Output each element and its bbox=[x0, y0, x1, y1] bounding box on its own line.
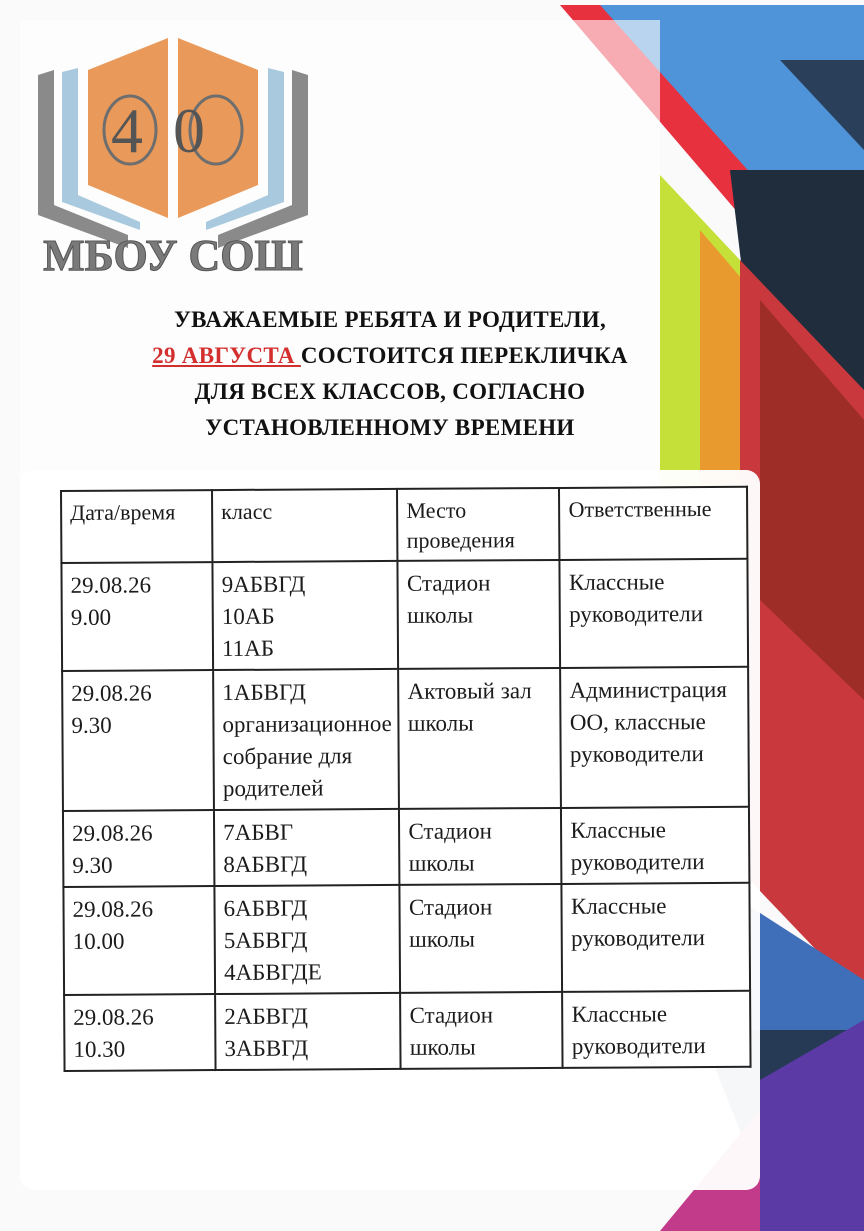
cell-responsible-line: руководители bbox=[570, 849, 705, 875]
cell-responsible-line: руководители bbox=[571, 925, 706, 951]
cell-classes-line: 5АБВГД bbox=[223, 927, 308, 954]
cell-classes-line: 9АБВГД bbox=[221, 571, 306, 598]
header-place bbox=[397, 488, 559, 561]
cell-classes-line: 2АБВГД bbox=[224, 1003, 308, 1030]
header-datetime: Дата/время bbox=[61, 490, 213, 563]
cell-place-line: Стадион школы bbox=[408, 894, 493, 952]
header-class: класс bbox=[212, 489, 398, 562]
cell-responsible bbox=[562, 883, 750, 992]
cell-responsible bbox=[560, 667, 748, 808]
cell-responsible-line: руководители bbox=[569, 601, 704, 627]
cell-datetime bbox=[62, 670, 214, 811]
cell-classes bbox=[215, 993, 401, 1070]
cell-responsible-line: руководители bbox=[571, 1033, 706, 1059]
table-header-row bbox=[61, 487, 747, 563]
cell-datetime bbox=[63, 810, 215, 887]
schedule-table bbox=[60, 486, 752, 1072]
cell-classes bbox=[213, 561, 399, 670]
cell-responsible bbox=[560, 559, 748, 668]
header-place-line-2: проведения bbox=[406, 527, 515, 553]
heading-line-2 bbox=[80, 338, 700, 374]
cell-responsible-line: Классные bbox=[571, 1001, 668, 1027]
school-logo bbox=[28, 30, 328, 280]
cell-datetime-line: 29.08.26 bbox=[70, 572, 152, 598]
cell-classes-line: 6АБВГД bbox=[223, 895, 308, 922]
cell-place-line: Актовый зал bbox=[407, 678, 532, 704]
cell-classes-line: 4АБВГДЕ bbox=[223, 959, 322, 986]
announcement-heading bbox=[80, 302, 700, 446]
cell-classes-line: организационное bbox=[222, 710, 392, 738]
cell-classes-line: 11АБ bbox=[221, 635, 275, 662]
cell-datetime-line: 9.30 bbox=[72, 852, 113, 878]
cell-classes bbox=[214, 809, 400, 886]
cell-datetime-line: 29.08.26 bbox=[71, 680, 152, 706]
cell-place-line: Стадион школы bbox=[408, 818, 492, 876]
cell-classes-line: 10АБ bbox=[221, 603, 275, 630]
logo-name: МБОУ СОШ bbox=[43, 231, 303, 280]
cell-classes-line: 8АБВГД bbox=[223, 851, 308, 878]
heading-date: 29 АВГУСТА bbox=[152, 343, 301, 368]
cell-datetime-line: 29.08.26 bbox=[72, 820, 153, 846]
table-row bbox=[63, 807, 749, 887]
cell-place-line: Стадион школы bbox=[406, 570, 491, 628]
cell-classes-line: 1АБВГД bbox=[222, 679, 307, 706]
cell-responsible-line: Классные bbox=[570, 893, 667, 919]
cell-place-line: школы bbox=[407, 710, 474, 736]
cell-datetime bbox=[64, 994, 216, 1071]
heading-line-2-rest: СОСТОИТСЯ ПЕРЕКЛИЧКА bbox=[300, 343, 628, 368]
cell-responsible-line: Классные bbox=[568, 569, 665, 595]
cell-datetime bbox=[61, 562, 213, 671]
cell-responsible-line: руководители bbox=[569, 741, 704, 767]
cell-responsible bbox=[562, 991, 750, 1068]
cell-datetime bbox=[63, 886, 215, 995]
cell-responsible-line: Классные bbox=[570, 817, 666, 843]
header-responsible: Ответственные bbox=[559, 487, 747, 560]
cell-datetime-line: 9.30 bbox=[71, 712, 112, 738]
cell-place bbox=[398, 668, 561, 809]
table-row bbox=[61, 559, 748, 671]
table-row bbox=[62, 667, 749, 811]
cell-place bbox=[398, 560, 561, 669]
cell-classes bbox=[215, 885, 401, 994]
cell-place bbox=[400, 992, 562, 1069]
cell-classes-line: собрание для bbox=[222, 743, 353, 770]
cell-classes-line: родителей bbox=[222, 775, 324, 802]
table-row bbox=[64, 991, 750, 1071]
heading-line-1: УВАЖАЕМЫЕ РЕБЯТА И РОДИТЕЛИ, bbox=[173, 307, 607, 332]
cell-datetime-line: 29.08.26 bbox=[73, 1004, 154, 1030]
cell-classes-line: 3АБВГД bbox=[224, 1035, 309, 1062]
logo-number: 40 bbox=[111, 95, 235, 166]
cell-place-line: Стадион школы bbox=[409, 1002, 494, 1060]
cell-datetime-line: 10.00 bbox=[72, 928, 125, 954]
cell-datetime-line: 10.30 bbox=[73, 1036, 126, 1062]
cell-responsible bbox=[561, 807, 749, 884]
cell-responsible-line: ОО, классные bbox=[569, 709, 706, 735]
header-place-line-1: Место bbox=[406, 497, 467, 523]
cell-datetime-line: 9.00 bbox=[70, 604, 112, 630]
cell-place bbox=[399, 808, 561, 885]
heading-line-3: ДЛЯ ВСЕХ КЛАССОВ, СОГЛАСНО bbox=[194, 379, 586, 404]
heading-line-4: УСТАНОВЛЕННОМУ ВРЕМЕНИ bbox=[205, 415, 575, 440]
cell-datetime-line: 29.08.26 bbox=[72, 896, 154, 922]
cell-responsible-line: Администрация bbox=[569, 676, 727, 703]
cell-classes-line: 7АБВГ bbox=[223, 819, 294, 846]
cell-place bbox=[400, 884, 563, 993]
table-row bbox=[63, 883, 750, 995]
cell-classes bbox=[213, 669, 399, 810]
schedule-table-wrapper bbox=[60, 486, 752, 1072]
